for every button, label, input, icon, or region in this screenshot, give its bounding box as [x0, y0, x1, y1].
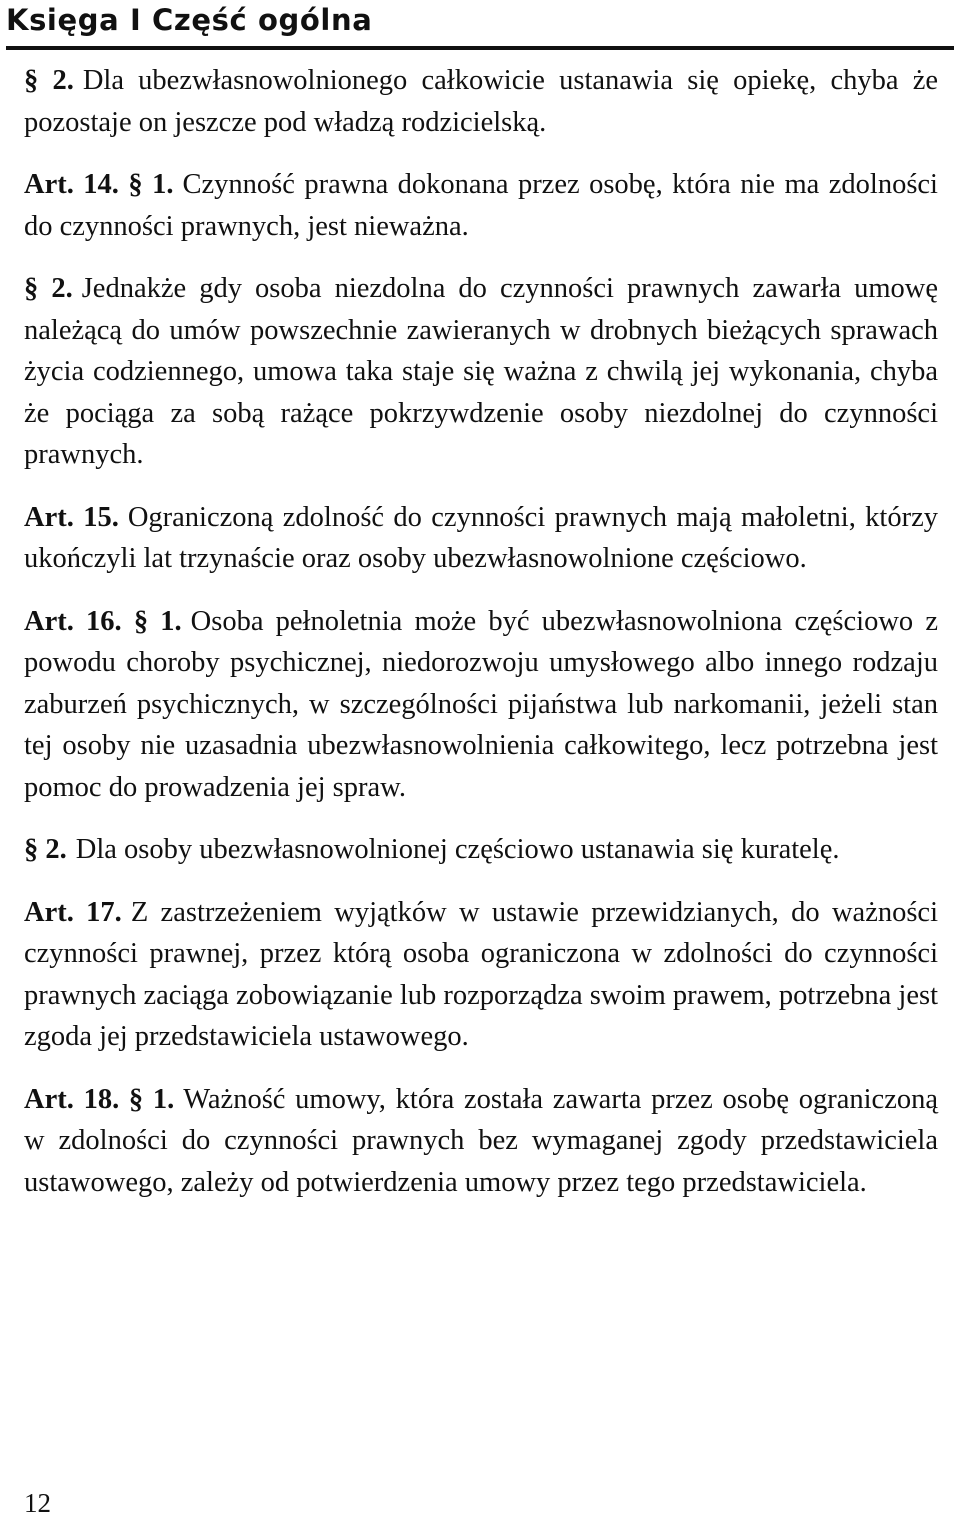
running-header [6, 0, 954, 50]
page-number: 12 [24, 1488, 51, 1518]
paragraph-text: Osoba pełnoletnia może być ubezwłasnowolniona częściowo z powodu choroby psychicznej, niedorozwoju umysłowego albo innego rodzaju zaburzeń psychicznych, w szczególności pijaństwa lub narkomanii, jeżeli stan tej osoby nie uzasadnia ubezwłasnowolnienia całkowitego, lecz potrzebna jest pomoc do prowadzenia jej spraw. [24, 605, 938, 803]
paragraph-art-17 [24, 892, 938, 1058]
paragraph-text: Ograniczoną zdolność do czynności prawnych mają małoletni, którzy ukończyli lat trzynaście oraz osoby ubezwłasnowolnione częściowo. [24, 501, 938, 574]
paragraph-art-14-par-1 [24, 164, 938, 247]
paragraph-label: Art. 16. § 1. [24, 605, 182, 637]
paragraph-label: Art. 14. § 1. [24, 169, 174, 200]
paragraph-art-18-par-1 [24, 1079, 938, 1204]
paragraph-text: Dla ubezwłasnowolnionego całkowicie ustanawia się opiekę, chyba że pozostaje on jeszcze pod władzą rodzicielską. [24, 65, 938, 138]
paragraph-label: § 2. [24, 65, 74, 96]
paragraph-art-16-par-1 [24, 601, 938, 809]
paragraph-par-2-incapacitation [24, 60, 938, 143]
paragraph-label: Art. 15. [24, 501, 119, 533]
paragraph-art-14-par-2 [24, 268, 938, 476]
paragraph-art-16-par-2 [24, 829, 938, 871]
paragraph-text: Dla osoby ubezwłasnowolnionej częściowo ustanawia się kuratelę. [75, 834, 840, 865]
paragraph-text: Czynność prawna dokonana przez osobę, która nie ma zdolności do czynności prawnych, jest nieważna. [24, 169, 938, 242]
paragraph-label: § 2. [24, 273, 73, 304]
page-body [24, 60, 938, 1203]
paragraph-label: § 2. [24, 834, 67, 865]
paragraph-text: Ważność umowy, która została zawarta przez osobę ograniczoną w zdolności do czynności prawnych bez wymaganej zgody przedstawiciela ustawowego, zależy od potwierdzenia umowy przez tego przedstawiciela. [24, 1083, 938, 1198]
paragraph-text: Jednakże gdy osoba niezdolna do czynności prawnych zawarła umowę należącą do umów powszechnie zawieranych w drobnych bieżących sprawach życia codziennego, umowa taka staje się ważna z chwilą jej wykonania, chyba że pociąga za sobą rażące pokrzywdzenie osoby niezdolnej do czynności prawnych. [24, 273, 939, 470]
paragraph-label: Art. 18. § 1. [24, 1083, 175, 1115]
paragraph-art-15 [24, 497, 938, 580]
paragraph-label: Art. 17. [24, 896, 122, 928]
header-title: Księga I Część ogólna [6, 3, 373, 37]
paragraph-text: Z zastrzeżeniem wyjątków w ustawie przewidzianych, do ważności czynności prawnej, przez którą osoba ograniczona w zdolności do czynności prawnych zaciąga zobowiązanie lub rozporządza swoim prawem, potrzebna jest zgoda jej przedstawiciela ustawowego. [24, 896, 939, 1052]
